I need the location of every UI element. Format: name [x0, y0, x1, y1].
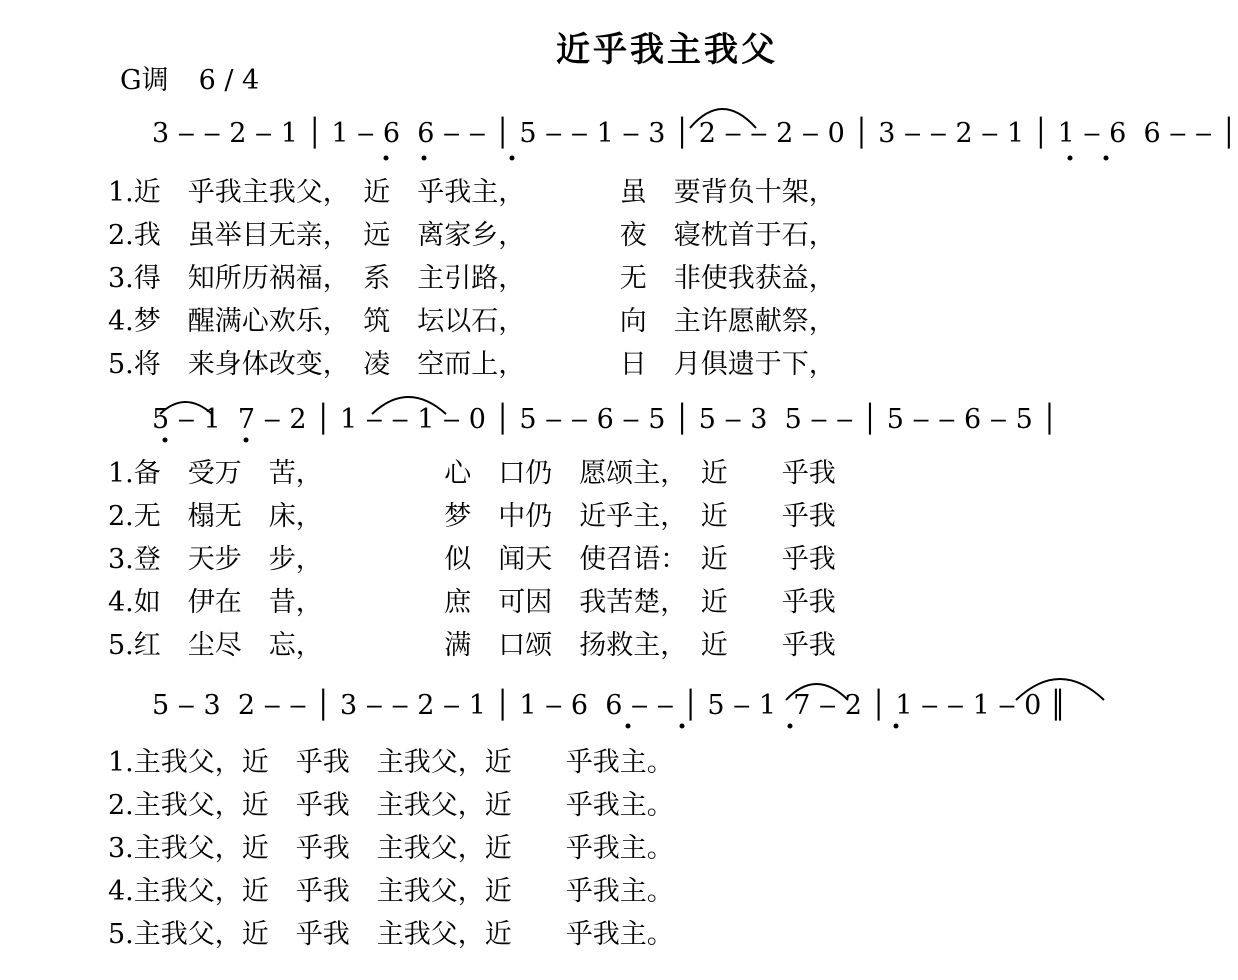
lyric-line: 2.我 虽举目无亲， 远 离家乡， 夜 寝枕首于石， — [108, 220, 836, 251]
lyric-line: 4.主我父，近 乎我 主我父，近 乎我主。 — [108, 876, 674, 907]
lower-octave-dot — [894, 724, 899, 729]
lower-octave-dot — [626, 724, 631, 729]
key-label: G调 — [120, 65, 169, 96]
song-title: 近乎我主我父 — [556, 30, 778, 70]
lower-octave-dot — [510, 156, 515, 161]
lyric-line: 5.将 来身体改变， 凌 空而上， 日 月俱遗于下， — [108, 349, 836, 380]
lyric-line: 2.主我父，近 乎我 主我父，近 乎我主。 — [108, 790, 674, 821]
lyric-line: 1.近 乎我主我父， 近 乎我主， 虽 要背负十架， — [108, 177, 836, 208]
notation-line-3: 5 ‒ 3 2 ‒ ‒ │ 3 ‒ ‒ 2 ‒ 1 │ 1 ‒ 6 6 ‒ ‒ │ 5 ‒ 1 7 ‒ 2 │ 1 ‒ ‒ 1 ‒ 0 ║ — [152, 690, 1067, 721]
lower-octave-dot — [422, 156, 427, 161]
lyric-line: 2.无 榻无 床， 梦 中仍 近乎主， 近 乎我 — [108, 501, 836, 532]
lower-octave-dot — [163, 438, 168, 443]
lyric-line: 5.红 尘尽 忘， 满 口颂 扬救主， 近 乎我 — [108, 630, 836, 661]
slur-mark — [160, 402, 212, 414]
lyric-line: 5.主我父，近 乎我 主我父，近 乎我主。 — [108, 919, 674, 950]
lower-octave-dot — [788, 724, 793, 729]
lower-octave-dot — [680, 724, 685, 729]
lower-octave-dot — [244, 438, 249, 443]
lower-octave-dot — [1104, 156, 1109, 161]
lower-octave-dot — [1068, 156, 1073, 161]
lyric-line: 1.备 受万 苦， 心 口仍 愿颂主， 近 乎我 — [108, 458, 836, 489]
notation-line-1: 3 ‒ ‒ 2 ‒ 1 │ 1 ‒ 6 6 ‒ ‒ │ 5 ‒ ‒ 1 ‒ 3 │ 2 ‒ ‒ 2 ‒ 0 │ 3 ‒ ‒ 2 ‒ 1 │ 1 ‒ 6 6 ‒ ‒ │ — [152, 118, 1237, 149]
lyric-line: 4.如 伊在 昔， 庶 可因 我苦楚， 近 乎我 — [108, 587, 836, 618]
lyric-line: 1.主我父，近 乎我 主我父，近 乎我主。 — [108, 747, 674, 778]
tie-mark — [690, 109, 756, 128]
notation-line-2: 5 ‒ 1 7 ‒ 2 │ 1 ‒ ‒ 1 ‒ 0 │ 5 ‒ ‒ 6 ‒ 5 │ 5 ‒ 3 5 ‒ ‒ │ 5 ‒ ‒ 6 ‒ 5 │ — [152, 404, 1058, 435]
tie-mark — [1016, 679, 1104, 700]
slur-mark — [786, 684, 848, 700]
lyric-line: 3.得 知所历祸福， 系 主引路， 无 非使我获益， — [108, 263, 836, 294]
time-signature: 6 / 4 — [198, 65, 260, 96]
lyric-line: 4.梦 醒满心欢乐， 筑 坛以石， 向 主许愿献祭， — [108, 306, 836, 337]
tie-mark — [372, 397, 446, 414]
lower-octave-dot — [384, 156, 389, 161]
lyric-line: 3.主我父，近 乎我 主我父，近 乎我主。 — [108, 833, 674, 864]
lyric-line: 3.登 天步 步， 似 闻天 使召语： 近 乎我 — [108, 544, 836, 575]
